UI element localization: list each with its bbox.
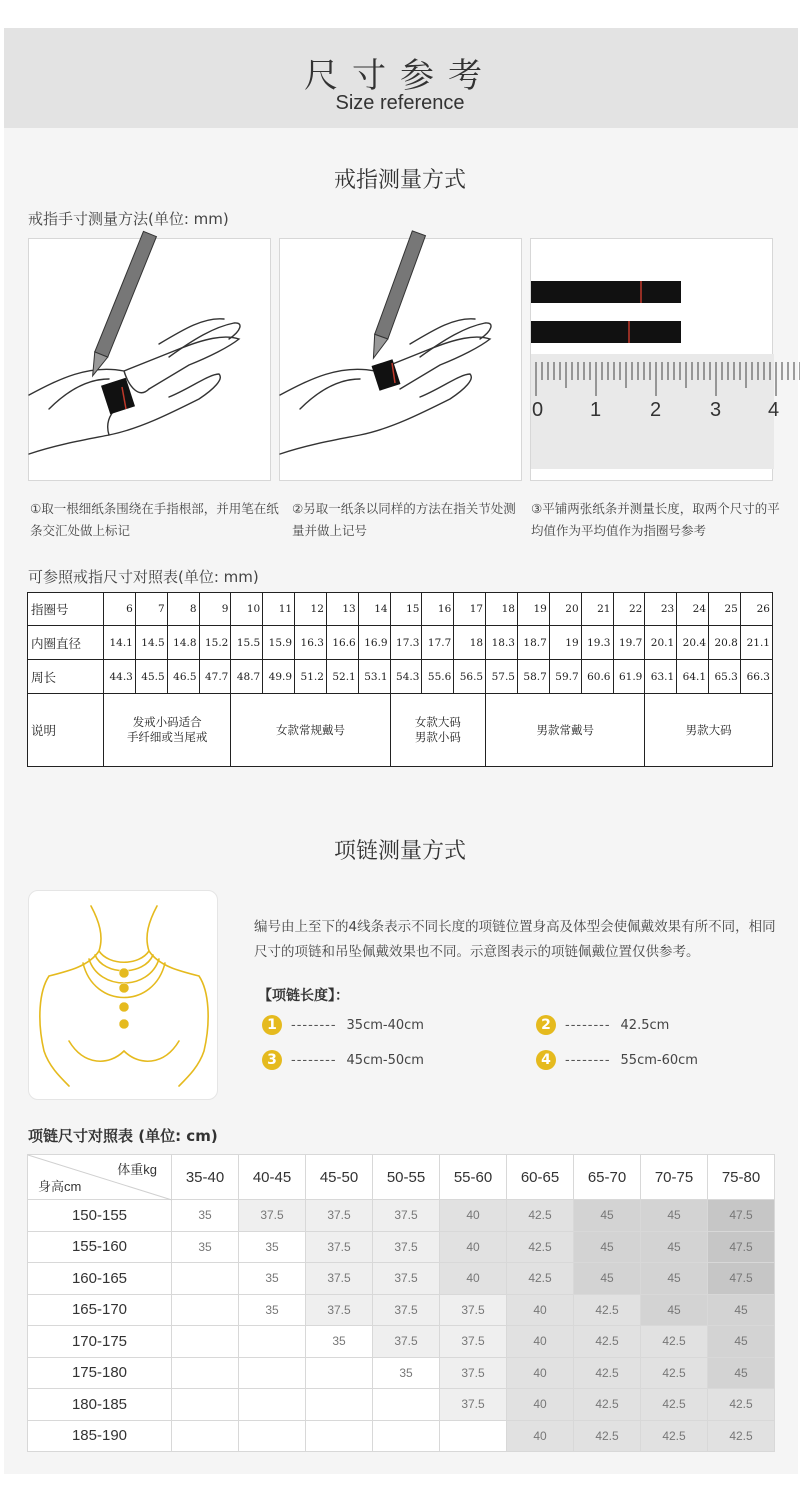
corner-height-label: 身高cm	[38, 1179, 82, 1194]
necklace-cell: 35	[239, 1294, 306, 1326]
number-badge-icon: 4	[536, 1050, 556, 1070]
height-header-cell: 185-190	[28, 1420, 172, 1452]
necklace-cell: 37.5	[440, 1357, 507, 1389]
ring-note-cell: 女款大码 男款小码	[390, 694, 486, 767]
table-row	[28, 1389, 775, 1421]
ring-cell: 17.3	[390, 626, 422, 660]
table-row	[28, 1357, 775, 1389]
necklace-cell: 47.5	[708, 1200, 775, 1232]
necklace-cell: 45	[641, 1294, 708, 1326]
necklace-cell: 37.5	[440, 1294, 507, 1326]
ring-cell: 24	[677, 593, 709, 626]
necklace-length-title: 【项链长度】：	[258, 988, 349, 1004]
necklace-cell: 40	[507, 1326, 574, 1358]
necklace-cell: 40	[440, 1200, 507, 1232]
length-item	[262, 1050, 424, 1070]
length-dash: --------	[565, 1017, 611, 1033]
ring-cell: 15.2	[199, 626, 231, 660]
necklace-cell: 42.5	[507, 1263, 574, 1295]
ring-cell: 61.9	[613, 660, 645, 694]
ring-cell: 46.5	[167, 660, 199, 694]
necklace-cell: 42.5	[641, 1357, 708, 1389]
ring-size-row	[28, 593, 773, 626]
ring-cell: 54.3	[390, 660, 422, 694]
ring-cell: 20	[549, 593, 581, 626]
table-row	[28, 1263, 775, 1295]
necklace-cell: 42.5	[574, 1389, 641, 1421]
ring-cell: 51.2	[295, 660, 327, 694]
necklace-cell: 45	[708, 1326, 775, 1358]
necklace-cell	[172, 1357, 239, 1389]
ring-cell: 48.7	[231, 660, 263, 694]
ring-cell: 15.9	[263, 626, 295, 660]
ring-cell: 12	[295, 593, 327, 626]
length-item	[536, 1015, 669, 1035]
ring-note-row	[28, 694, 773, 767]
ruler-number: 3	[710, 399, 722, 421]
necklace-cell: 42.5	[641, 1389, 708, 1421]
necklace-cell: 45	[574, 1263, 641, 1295]
necklace-cell: 40	[440, 1263, 507, 1295]
weight-header-cell: 35-40	[172, 1155, 239, 1200]
ring-cell: 16	[422, 593, 454, 626]
table-corner	[28, 1155, 172, 1200]
ring-cell: 47.7	[199, 660, 231, 694]
weight-header-cell: 50-55	[373, 1155, 440, 1200]
length-dash: --------	[291, 1052, 337, 1068]
ring-cell: 56.5	[454, 660, 486, 694]
length-dash: --------	[565, 1052, 611, 1068]
height-header-cell: 150-155	[28, 1200, 172, 1232]
ring-cell: 14.1	[104, 626, 136, 660]
necklace-cell	[239, 1357, 306, 1389]
ring-circumference-header: 周长	[28, 660, 104, 694]
ring-cell: 64.1	[677, 660, 709, 694]
ring-cell: 21.1	[740, 626, 772, 660]
ring-section-title: 戒指测量方式	[333, 168, 466, 193]
ring-step2-illustration	[279, 238, 522, 481]
necklace-cell: 42.5	[574, 1294, 641, 1326]
ring-cell: 19.7	[613, 626, 645, 660]
necklace-cell	[306, 1389, 373, 1421]
ring-cell: 17.7	[422, 626, 454, 660]
necklace-cell	[306, 1357, 373, 1389]
ring-cell: 20.4	[677, 626, 709, 660]
necklace-cell: 42.5	[641, 1326, 708, 1358]
height-header-cell: 160-165	[28, 1263, 172, 1295]
ring-cell: 49.9	[263, 660, 295, 694]
necklace-size-table	[27, 1154, 775, 1452]
necklace-cell	[306, 1420, 373, 1452]
ring-table-label: 可参照戒指尺寸对照表(单位: mm)	[28, 568, 259, 586]
ring-cell: 20.1	[645, 626, 677, 660]
ring-cell: 58.7	[517, 660, 549, 694]
necklace-cell: 37.5	[306, 1294, 373, 1326]
ring-cell: 19.3	[581, 626, 613, 660]
necklace-cell: 45	[641, 1231, 708, 1263]
ring-cell: 22	[613, 593, 645, 626]
necklace-cell: 42.5	[708, 1420, 775, 1452]
ruler-illustration	[530, 238, 780, 481]
necklace-cell: 42.5	[708, 1389, 775, 1421]
necklace-cell: 37.5	[306, 1200, 373, 1232]
table-row	[28, 1420, 775, 1452]
page-title: 尺寸参考	[304, 56, 496, 96]
ring-cell: 17	[454, 593, 486, 626]
ring-diameter-row	[28, 626, 773, 660]
necklace-cell: 45	[641, 1263, 708, 1295]
necklace-table-label: 项链尺寸对照表 (单位: cm)	[28, 1127, 218, 1145]
necklace-cell	[172, 1294, 239, 1326]
weight-header-cell: 55-60	[440, 1155, 507, 1200]
necklace-cell: 37.5	[373, 1200, 440, 1232]
ring-step1-illustration	[28, 238, 271, 481]
ring-cell: 7	[135, 593, 167, 626]
ring-cell: 60.6	[581, 660, 613, 694]
weight-header-cell: 60-65	[507, 1155, 574, 1200]
height-header-cell: 155-160	[28, 1231, 172, 1263]
necklace-cell: 45	[708, 1294, 775, 1326]
necklace-cell: 40	[507, 1389, 574, 1421]
ring-cell: 65.3	[709, 660, 741, 694]
length-range: 55cm-60cm	[620, 1052, 698, 1068]
ring-note-cell: 女款常规戴号	[231, 694, 390, 767]
ring-cell: 18	[454, 626, 486, 660]
ring-step3-caption: ③平铺两张纸条并测量长度，取两个尺寸的平均值作为平均值作为指圈号参考	[531, 501, 780, 538]
necklace-cell: 35	[306, 1326, 373, 1358]
ring-cell: 19	[549, 626, 581, 660]
ring-cell: 6	[104, 593, 136, 626]
length-item	[536, 1050, 698, 1070]
necklace-cell: 42.5	[574, 1420, 641, 1452]
ring-cell: 23	[645, 593, 677, 626]
necklace-cell	[172, 1263, 239, 1295]
height-header-cell: 175-180	[28, 1357, 172, 1389]
necklace-cell: 37.5	[373, 1263, 440, 1295]
necklace-cell: 47.5	[708, 1231, 775, 1263]
ring-cell: 18.3	[486, 626, 518, 660]
height-header-cell: 170-175	[28, 1326, 172, 1358]
ring-cell: 52.1	[326, 660, 358, 694]
table-row	[28, 1200, 775, 1232]
ring-cell: 13	[326, 593, 358, 626]
ring-cell: 16.3	[295, 626, 327, 660]
ring-step2-caption: ②另取一纸条以同样的方法在指关节处测量并做上记号	[292, 501, 516, 538]
ring-cell: 21	[581, 593, 613, 626]
ring-cell: 15	[390, 593, 422, 626]
length-range: 35cm-40cm	[346, 1017, 424, 1033]
ring-cell: 55.6	[422, 660, 454, 694]
weight-header-cell: 70-75	[641, 1155, 708, 1200]
ring-cell: 16.6	[326, 626, 358, 660]
ring-cell: 25	[709, 593, 741, 626]
necklace-cell: 40	[507, 1357, 574, 1389]
necklace-cell: 45	[641, 1200, 708, 1232]
ruler-number: 0	[532, 399, 544, 421]
necklace-cell: 37.5	[373, 1231, 440, 1263]
ring-cell: 20.8	[709, 626, 741, 660]
length-range: 45cm-50cm	[346, 1052, 424, 1068]
necklace-cell	[373, 1420, 440, 1452]
ring-cell: 57.5	[486, 660, 518, 694]
necklace-cell: 37.5	[306, 1263, 373, 1295]
ring-cell: 66.3	[740, 660, 772, 694]
necklace-cell: 35	[239, 1231, 306, 1263]
necklace-cell	[239, 1389, 306, 1421]
necklace-cell: 37.5	[373, 1294, 440, 1326]
necklace-cell: 37.5	[306, 1231, 373, 1263]
table-row	[28, 1294, 775, 1326]
height-header-cell: 165-170	[28, 1294, 172, 1326]
weight-header-cell: 65-70	[574, 1155, 641, 1200]
ring-cell: 15.5	[231, 626, 263, 660]
ring-note-header: 说明	[28, 694, 104, 767]
ring-cell: 9	[199, 593, 231, 626]
necklace-cell	[172, 1389, 239, 1421]
length-range: 42.5cm	[620, 1017, 670, 1033]
necklace-cell: 42.5	[574, 1357, 641, 1389]
necklace-cell: 35	[373, 1357, 440, 1389]
number-badge-icon: 2	[536, 1015, 556, 1035]
necklace-cell: 37.5	[239, 1200, 306, 1232]
ring-size-header: 指圈号	[28, 593, 104, 626]
ring-cell: 26	[740, 593, 772, 626]
necklace-cell: 42.5	[574, 1326, 641, 1358]
ring-note-cell: 男款常戴号	[486, 694, 645, 767]
ring-cell: 53.1	[358, 660, 390, 694]
necklace-cell: 45	[574, 1200, 641, 1232]
necklace-cell: 42.5	[641, 1420, 708, 1452]
necklace-cell	[440, 1420, 507, 1452]
ring-note-cell: 发戒小码适合 手纤细或当尾戒	[104, 694, 231, 767]
necklace-header-row	[28, 1155, 775, 1200]
necklace-cell: 42.5	[507, 1200, 574, 1232]
ring-cell: 8	[167, 593, 199, 626]
necklace-cell	[373, 1389, 440, 1421]
table-row	[28, 1326, 775, 1358]
ring-circumference-row	[28, 660, 773, 694]
ring-cell: 14	[358, 593, 390, 626]
ring-method-label: 戒指手寸测量方法(单位: mm)	[28, 210, 229, 228]
ring-cell: 14.5	[135, 626, 167, 660]
necklace-cell: 35	[239, 1263, 306, 1295]
necklace-section-title: 项链测量方式	[333, 839, 466, 864]
weight-header-cell: 45-50	[306, 1155, 373, 1200]
necklace-cell: 35	[172, 1231, 239, 1263]
table-row	[28, 1231, 775, 1263]
ring-cell: 19	[517, 593, 549, 626]
weight-header-cell: 75-80	[708, 1155, 775, 1200]
ring-cell: 18.7	[517, 626, 549, 660]
ring-cell: 10	[231, 593, 263, 626]
ring-diameter-header: 内圈直径	[28, 626, 104, 660]
necklace-cell: 37.5	[373, 1326, 440, 1358]
length-item	[262, 1015, 424, 1035]
necklace-cell	[172, 1326, 239, 1358]
ring-cell: 11	[263, 593, 295, 626]
necklace-cell: 40	[440, 1231, 507, 1263]
necklace-cell: 47.5	[708, 1263, 775, 1295]
ring-cell: 59.7	[549, 660, 581, 694]
corner-weight-label: 体重kg	[117, 1162, 157, 1177]
ruler-number: 2	[650, 399, 662, 421]
ring-note-cell: 男款大码	[645, 694, 773, 767]
ring-size-table	[27, 592, 773, 767]
necklace-cell: 42.5	[507, 1231, 574, 1263]
necklace-cell: 45	[574, 1231, 641, 1263]
necklace-cell	[172, 1420, 239, 1452]
necklace-cell: 35	[172, 1200, 239, 1232]
necklace-cell: 37.5	[440, 1389, 507, 1421]
ring-step1-caption: ①取一根细纸条围绕在手指根部，并用笔在纸条交汇处做上标记	[30, 501, 279, 538]
ring-cell: 18	[486, 593, 518, 626]
weight-header-cell: 40-45	[239, 1155, 306, 1200]
ring-cell: 45.5	[135, 660, 167, 694]
ring-cell: 16.9	[358, 626, 390, 660]
ruler-number: 1	[590, 399, 602, 421]
number-badge-icon: 3	[262, 1050, 282, 1070]
ruler-number: 4	[768, 399, 780, 421]
necklace-cell	[239, 1420, 306, 1452]
length-dash: --------	[291, 1017, 337, 1033]
page-subtitle: Size reference	[335, 92, 465, 114]
height-header-cell: 180-185	[28, 1389, 172, 1421]
necklace-cell: 40	[507, 1420, 574, 1452]
necklace-cell: 40	[507, 1294, 574, 1326]
necklace-cell	[239, 1326, 306, 1358]
necklace-illustration	[28, 890, 218, 1100]
ring-cell: 63.1	[645, 660, 677, 694]
number-badge-icon: 1	[262, 1015, 282, 1035]
necklace-description: 编号由上至下的4线条表示不同长度的项链位置身高及体型会使佩戴效果有所不同，相同尺寸的项链和吊坠佩戴效果也不同。示意图表示的项链佩戴位置仅供参考。	[254, 919, 776, 960]
ring-cell: 14.8	[167, 626, 199, 660]
necklace-cell: 37.5	[440, 1326, 507, 1358]
ring-cell: 44.3	[104, 660, 136, 694]
necklace-cell: 45	[708, 1357, 775, 1389]
